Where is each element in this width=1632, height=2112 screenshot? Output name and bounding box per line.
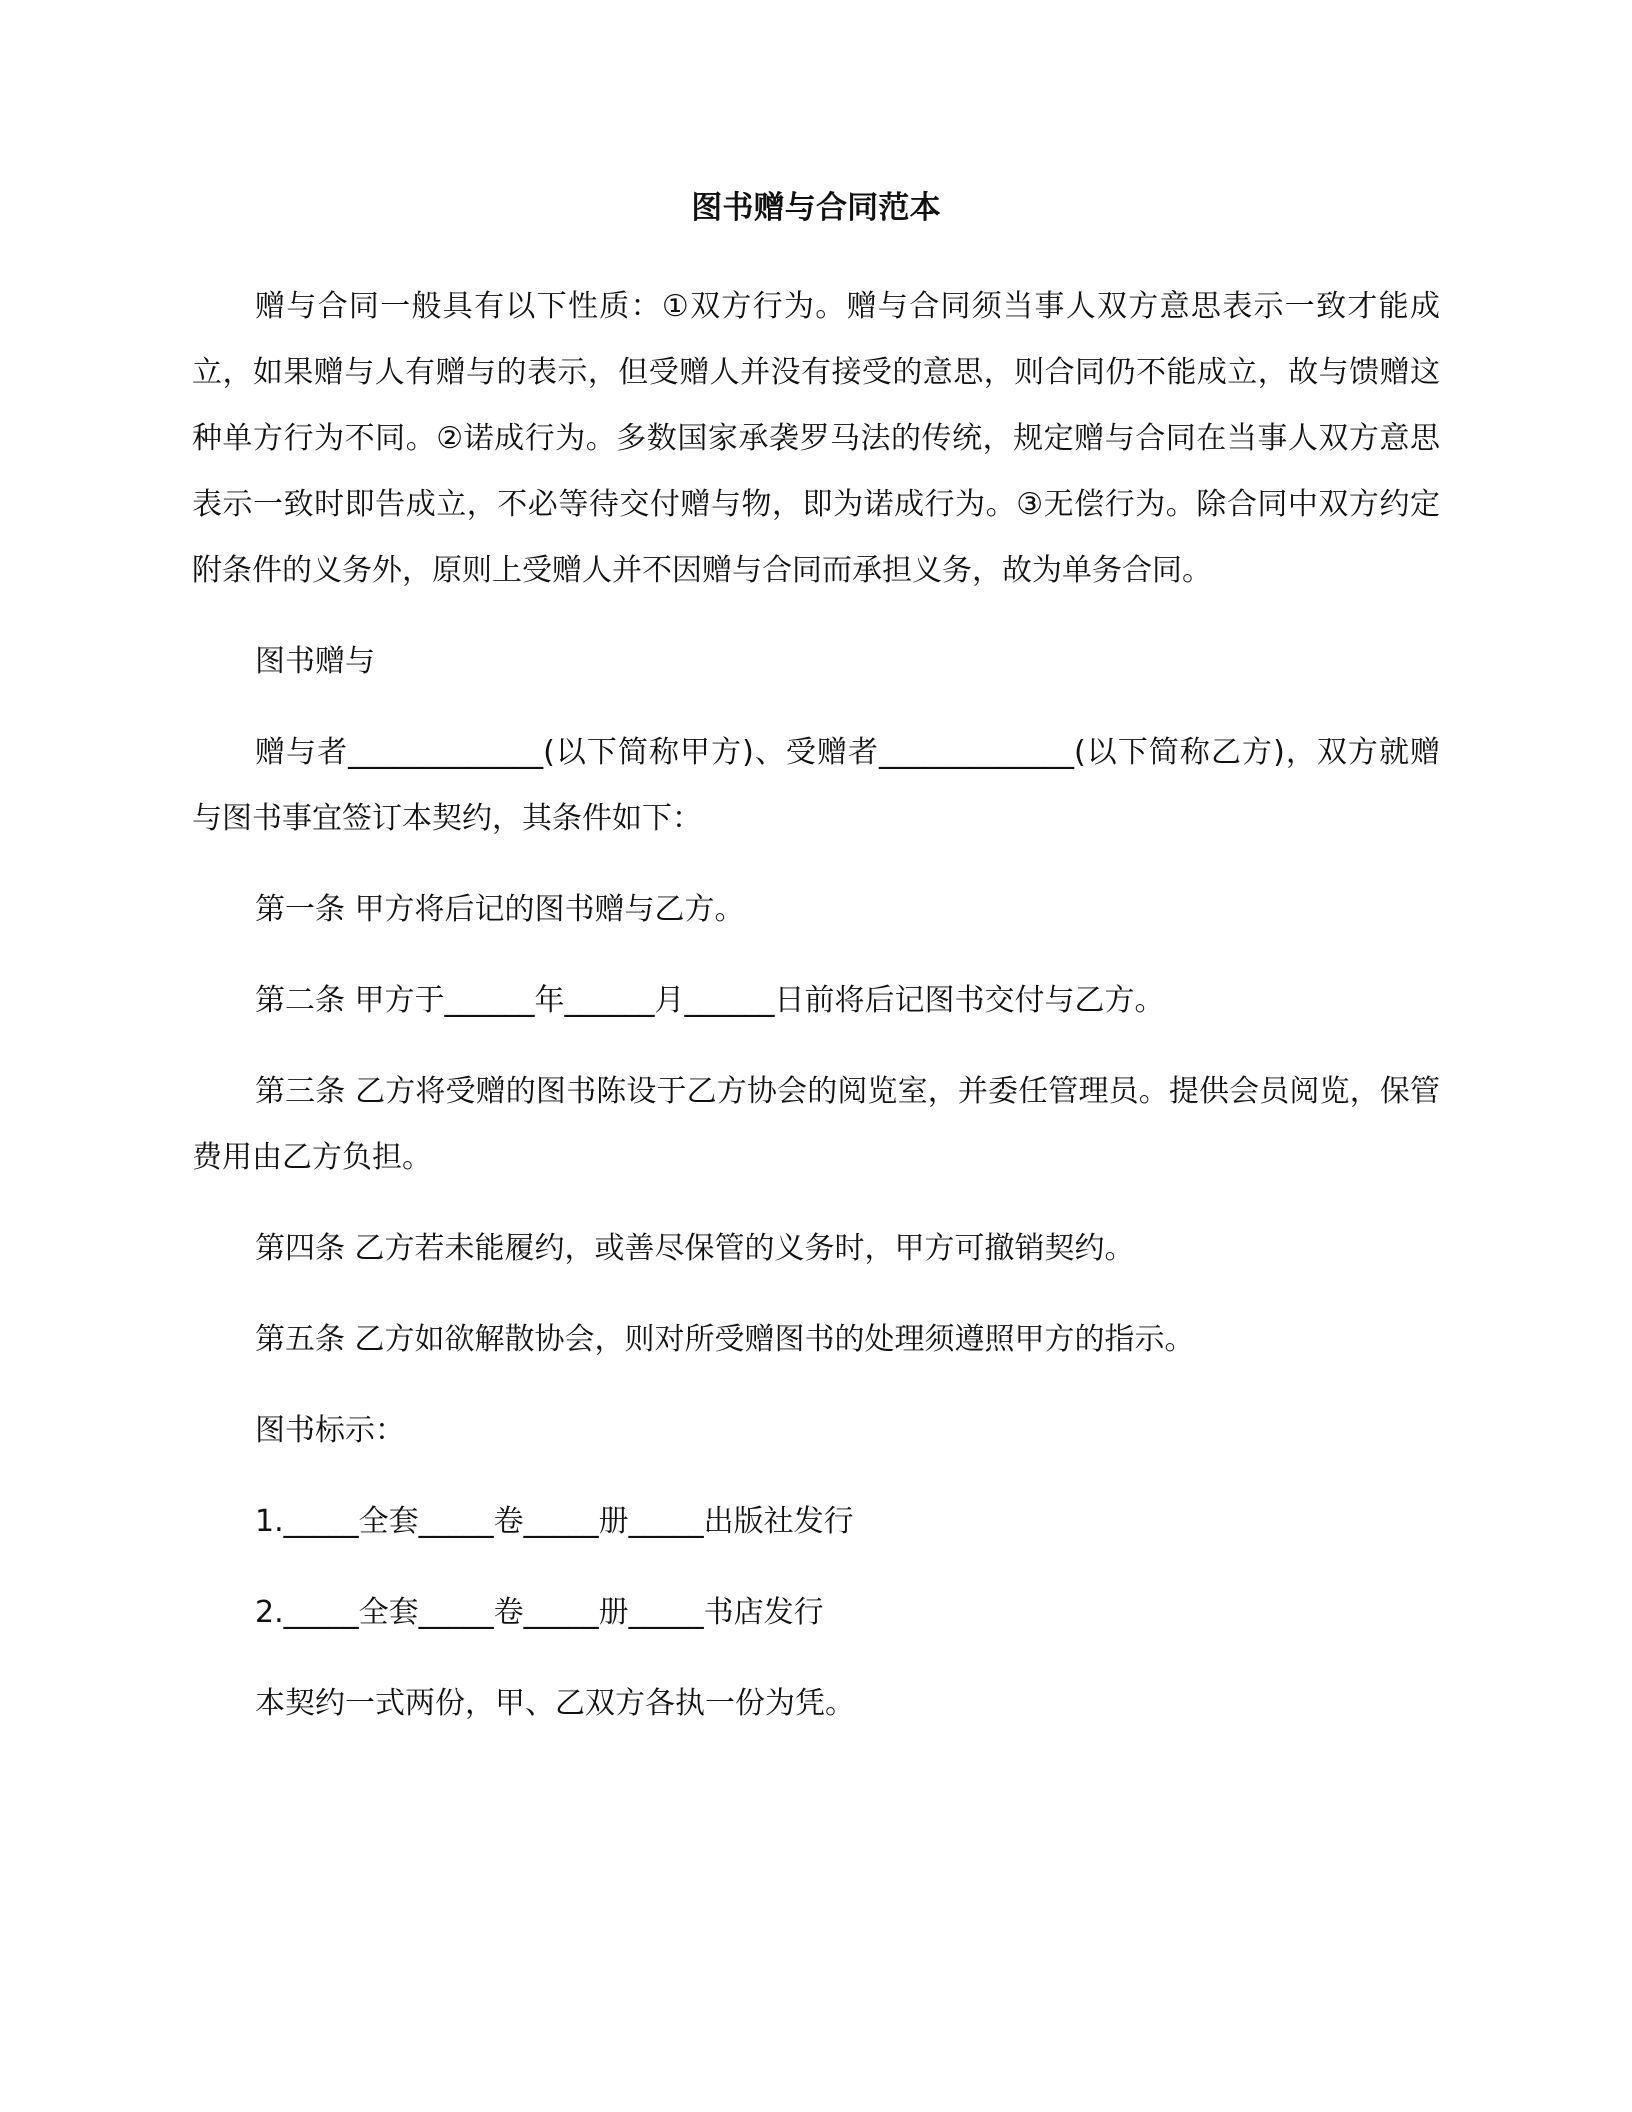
book-label: 图书标示：: [255, 1413, 405, 1448]
parties-paragraph: 赠与者_____________(以下简称甲方)、受赠者_____________(以下简称乙方)，双方就赠与图书事宜签订本契约，其条件如下：: [192, 735, 1440, 836]
section-heading: 图书赠与: [255, 644, 375, 679]
article-3: 第三条 乙方将受赠的图书陈设于乙方协会的阅览室，并委任管理员。提供会员阅览，保管费用由乙方负担。: [192, 1074, 1440, 1175]
document-title: 图书赠与合同范本: [691, 190, 941, 226]
book-item-1: 1._____全套_____卷_____册_____出版社发行: [255, 1504, 854, 1539]
article-2: 第二条 甲方于______年______月______日前将后记图书交付与乙方。: [255, 983, 1165, 1018]
book-item-2: 2._____全套_____卷_____册_____书店发行: [255, 1595, 824, 1630]
article-5: 第五条 乙方如欲解散协会，则对所受赠图书的处理须遵照甲方的指示。: [255, 1322, 1195, 1357]
intro-paragraph: 赠与合同一般具有以下性质：①双方行为。赠与合同须当事人双方意思表示一致才能成立，如果赠与人有赠与的表示，但受赠人并没有接受的意思，则合同仍不能成立，故与馈赠这种单方行为不同。②诺成行为。多数国家承袭罗马法的传统，规定赠与合同在当事人双方意思表示一致时即告成立，不必等待交付赠与物，即为诺成行为。③无偿行为。除合同中双方约定附条件的义务外，原则上受赠人并不因赠与合同而承担义务，故为单务合同。: [192, 289, 1440, 588]
closing-paragraph: 本契约一式两份，甲、乙双方各执一份为凭。: [255, 1686, 855, 1721]
article-1: 第一条 甲方将后记的图书赠与乙方。: [255, 892, 745, 927]
document-content: [192, 188, 1440, 1762]
article-4: 第四条 乙方若未能履约，或善尽保管的义务时，甲方可撤销契约。: [255, 1231, 1135, 1266]
